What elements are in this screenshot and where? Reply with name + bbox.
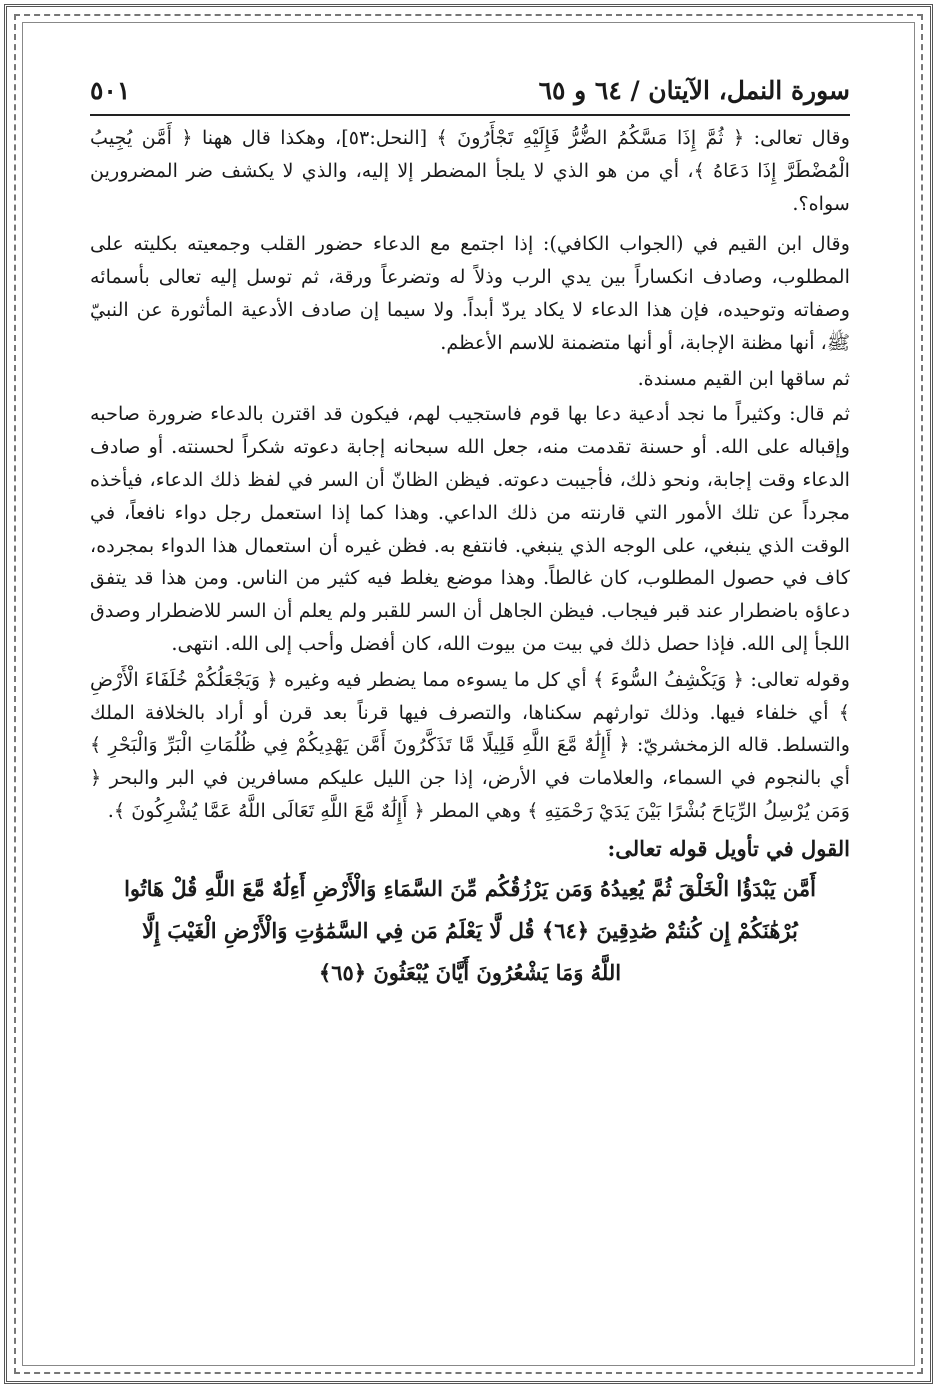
paragraph-2: وقال ابن القيم في (الجواب الكافي): إذا اجتمع مع الدعاء حضور القلب وجمعيته بكليته على المطلوب، وصادف انكساراً بين يدي الرب وذلاً له وتضرعاً ورقة، ثم توسل إليه تعالى بأسمائه وصفاته وتوحيده، فإن هذا الدعاء لا يكاد يردّ أبداً. ولا سيما إن صادف الأدعية المأثورة عن النبيّ ﷺ، أنها مظنة الإجابة، أو أنها متضمنة للاسم الأعظم. — [90, 232, 850, 354]
section-heading: القول في تأويل قوله تعالى: — [607, 835, 850, 861]
paragraph-1: وقال تعالى: ﴿ ثُمَّ إِذَا مَسَّكُمُ الضُّرُّ فَإِلَيْهِ تَجْأَرُونَ ﴾ [النحل:٥٣]، وهكذا قال ههنا ﴿ أَمَّن يُجِيبُ الْمُضْطَرَّ إِذَا دَعَاهُ ﴾، أي من هو الذي لا يلجأ المضطر إلا إليه، والذي لا يكشف ضر المضرورين سواه؟. — [90, 126, 851, 215]
quran-verse-line-3: اللَّهُ وَمَا يَشْعُرُونَ أَيَّانَ يُبْعَثُونَ ﴿٦٥﴾ — [318, 959, 622, 985]
paragraph-5: وقوله تعالى: ﴿ وَيَكْشِفُ السُّوءَ ﴾ أي كل ما يسوءه مما يضطر فيه وغيره ﴿ وَيَجْعَلُكُمْ خُلَفَاءَ الْأَرْضِ ﴾ أي خلفاء فيها. وذلك توارثهم سكناها، والتصرف فيها قرناً بعد قرن أو أراد بالخلافة الملك والتسلط. قاله الزمخشريّ: ﴿ أَإِلَٰهٌ مَّعَ اللَّهِ قَلِيلًا مَّا تَذَكَّرُونَ أَمَّن يَهْدِيكُمْ فِي ظُلُمَاتِ الْبَرِّ وَالْبَحْرِ ﴾ أي بالنجوم في السماء، والعلامات في الأرض، إذا جن الليل عليكم مسافرين في البر والبحر ﴿ وَمَن يُرْسِلُ الرِّيَاحَ بُشْرًا بَيْنَ يَدَيْ رَحْمَتِهِ ﴾ وهي المطر ﴿ أَإِلَٰهٌ مَّعَ اللَّهِ تَعَالَى اللَّهُ عَمَّا يُشْرِكُونَ ﴾. — [90, 667, 850, 822]
page-content — [90, 70, 850, 1330]
page-number: ٥٠١ — [90, 76, 131, 105]
paragraph-4: ثم قال: وكثيراً ما نجد أدعية دعا بها قوم فاستجيب لهم، فيكون قد اقترن بالدعاء ضرورة صاحبه وإقباله على الله. أو حسنة تقدمت منه، جعل الله سبحانه إجابة دعوته شكراً لحسنته. أو صادف الدعاء وقت إجابة، ونحو ذلك، فأجيبت دعوته. فيظن الظانّ أن السر في لفظ ذلك الدعاء، فيأخذه مجرداً عن تلك الأمور التي قارنته من ذلك الداعي. وهذا كما إذا استعمل رجل دواء نافعاً، في الوقت الذي ينبغي، على الوجه الذي ينبغي. فانتفع به. فظن غيره أن استعمال هذا الدواء بمجرده، كاف في حصول المطلوب، كان غالطاً. وهذا موضع يغلط فيه كثير من الناس. ومن هذا قد يتفق دعاؤه باضطرار عند قبر فيجاب. فيظن الجاهل أن السر للقبر ولم يعلم أن السر للاضطرار وصدق اللجأ إلى الله. فإذا حصل ذلك في بيت من بيوت الله، كان أفضل وأحب إلى الله. انتهى. — [90, 402, 850, 655]
page-header — [90, 70, 850, 116]
quran-verse-line-2: بُرْهَٰنَكُمْ إِن كُنتُمْ صَٰدِقِينَ ﴿٦٤﴾ قُل لَّا يَعْلَمُ مَن فِي السَّمَٰوَٰتِ وَالْأَرْضِ الْغَيْبَ إِلَّا — [142, 917, 798, 943]
running-title: سورة النمل، الآيتان / ٦٤ و ٦٥ — [538, 76, 850, 105]
paragraph-3: ثم ساقها ابن القيم مسندة. — [637, 366, 850, 390]
quran-verse-line-1: أَمَّن يَبْدَؤُا الْخَلْقَ ثُمَّ يُعِيدُهُ وَمَن يَرْزُقُكُم مِّنَ السَّمَاءِ وَالْأَرْضِ أَءِلَٰهٌ مَّعَ اللَّهِ قُلْ هَاتُوا — [124, 875, 816, 901]
